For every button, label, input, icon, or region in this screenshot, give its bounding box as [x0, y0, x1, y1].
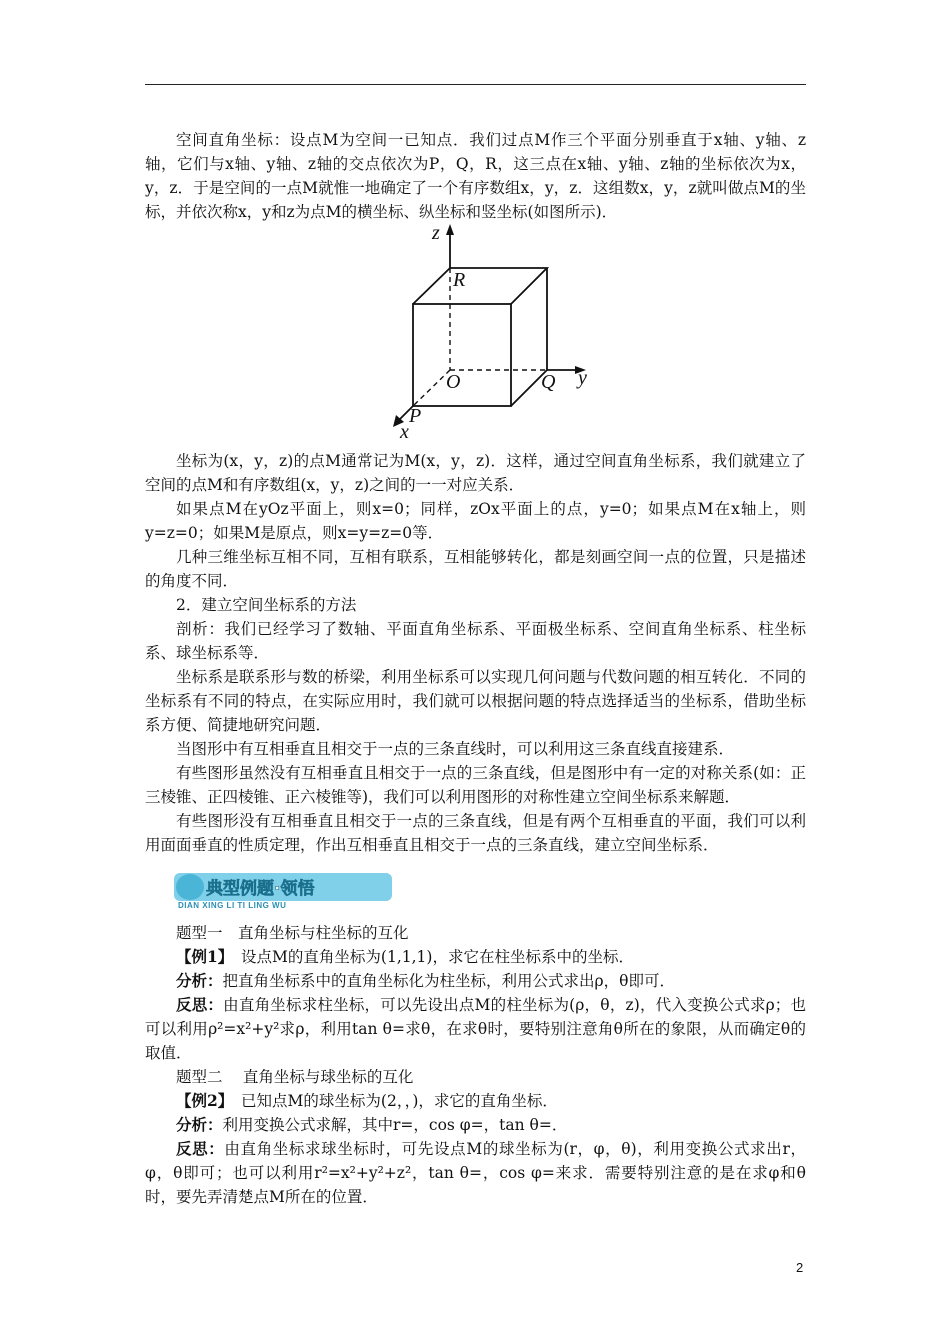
body-text-section-1: [145, 449, 806, 857]
page-number: 2: [796, 1260, 804, 1275]
type-one-heading: 题型一 直角坐标与柱坐标的互化: [176, 924, 409, 942]
axis-label-y: y: [578, 367, 587, 389]
point-label-O: O: [446, 371, 461, 393]
analysis-two-text: 利用变换公式求解，其中r=，cos φ=，tan θ=．: [222, 1116, 568, 1134]
paragraph-bridge: 坐标系是联系形与数的桥梁，利用坐标系可以实现几何问题与代数问题的相互转化．不同的坐标系有不同的特点，在实际应用时，我们就可以根据问题的特点选择适当的坐标系，借助坐标系方便、简捷地研究问题．: [145, 668, 806, 734]
paragraph-special-points: 如果点M在yOz平面上，则x=0；同样，zOx平面上的点，y=0；如果点M在x轴上，则y=z=0；如果M是原点，则x=y=z=0等．: [145, 500, 806, 542]
type-two-heading: 题型二 直角坐标与球坐标的互化: [176, 1068, 414, 1086]
analysis-one-text: 把直角坐标系中的直角坐标化为柱坐标，利用公式求出ρ，θ即可．: [222, 972, 675, 990]
example-one-tag: 【例1】: [176, 947, 226, 966]
paragraph-case-perpendicular: 当图形中有互相垂直且相交于一点的三条直线时，可以利用这三条直线直接建系．: [176, 740, 735, 758]
axis-label-z: z: [432, 222, 440, 244]
banner-icon: [176, 874, 204, 900]
examples-section: [145, 921, 806, 1209]
reflection-one-tag: 反思：: [176, 995, 224, 1014]
point-label-Q: Q: [541, 371, 556, 393]
point-label-R: R: [453, 269, 466, 291]
reflection-one-text: 由直角坐标求柱坐标，可以先设出点M的柱坐标为(ρ，θ，z)，代入变换公式求ρ；也可以利用ρ²=x²+y²求ρ，利用tan θ=求θ，在求θ时，要特别注意角θ所在的象限，从而确定θ的取值．: [145, 996, 806, 1062]
heading-method: 2．建立空间坐标系的方法: [176, 596, 357, 614]
paragraph-analysis: 剖析：我们已经学习了数轴、平面直角坐标系、平面极坐标系、空间直角坐标系、柱坐标系、球坐标系等．: [145, 620, 806, 662]
reflection-two-text: 由直角坐标求球坐标时，可先设点M的球坐标为(r，φ，θ)，利用变换公式求出r，φ，θ即可；也可以利用r²=x²+y²+z²，tan θ=，cos φ=来求．需要特别注意的是在求φ和θ时，要先弄清楚点M所在的位置．: [145, 1140, 806, 1206]
example-one-text: 设点M的直角坐标为(1,1,1)，求它在柱坐标系中的坐标．: [225, 948, 634, 966]
header-rule: [145, 84, 806, 85]
intro-text: [145, 128, 806, 224]
paragraph-case-planes: 有些图形没有互相垂直且相交于一点的三条直线，但是有两个互相垂直的平面，我们可以利用面面垂直的性质定理，作出互相垂直且相交于一点的三条直线，建立空间坐标系．: [145, 812, 806, 854]
reflection-one: [145, 993, 806, 1065]
analysis-one: [145, 969, 806, 993]
coordinate-cube-figure: [380, 222, 610, 440]
banner-pinyin: DIAN XING LI TI LING WU: [178, 901, 287, 909]
analysis-one-tag: 分析：: [176, 971, 223, 990]
analysis-two-tag: 分析：: [176, 1115, 223, 1134]
example-two-text: 已知点M的球坐标为(2，，)，求它的直角坐标．: [225, 1092, 558, 1110]
paragraph-case-symmetry: 有些图形虽然没有互相垂直且相交于一点的三条直线，但是图形中有一定的对称关系(如：正三棱锥、正四棱锥、正六棱锥等)，我们可以利用图形的对称性建立空间坐标系来解题．: [145, 764, 806, 806]
paragraph-three-systems: 几种三维坐标互相不同，互相有联系，互相能够转化，都是刻画空间一点的位置，只是描述的角度不同．: [145, 548, 806, 590]
example-one: [145, 945, 806, 969]
paragraph-notation: 坐标为(x，y，z)的点M通常记为M(x，y，z)．这样，通过空间直角坐标系，我们就建立了空间的点M和有序数组(x，y，z)之间的一一对应关系．: [145, 452, 806, 494]
point-label-P: P: [409, 405, 422, 427]
example-two: [145, 1089, 806, 1113]
example-two-tag: 【例2】: [176, 1091, 226, 1110]
banner-title: 典型例题·领悟: [206, 879, 315, 899]
reflection-two-tag: 反思：: [176, 1139, 225, 1158]
axis-label-x: x: [400, 421, 409, 440]
reflection-two: [145, 1137, 806, 1209]
analysis-two: [145, 1113, 806, 1137]
typical-examples-banner: [172, 871, 394, 909]
paragraph-coordinates-definition: 空间直角坐标：设点M为空间一已知点．我们过点M作三个平面分别垂直于x轴、y轴、z轴，它们与x轴、y轴、z轴的交点依次为P，Q，R，这三点在x轴、y轴、z轴的坐标依次为x，y，z．于是空间的一点M就惟一地确定了一个有序数组x，y，z．这组数x，y，z就叫做点M的坐标，并依次称x，y和z为点M的横坐标、纵坐标和竖坐标(如图所示)．: [145, 131, 806, 221]
